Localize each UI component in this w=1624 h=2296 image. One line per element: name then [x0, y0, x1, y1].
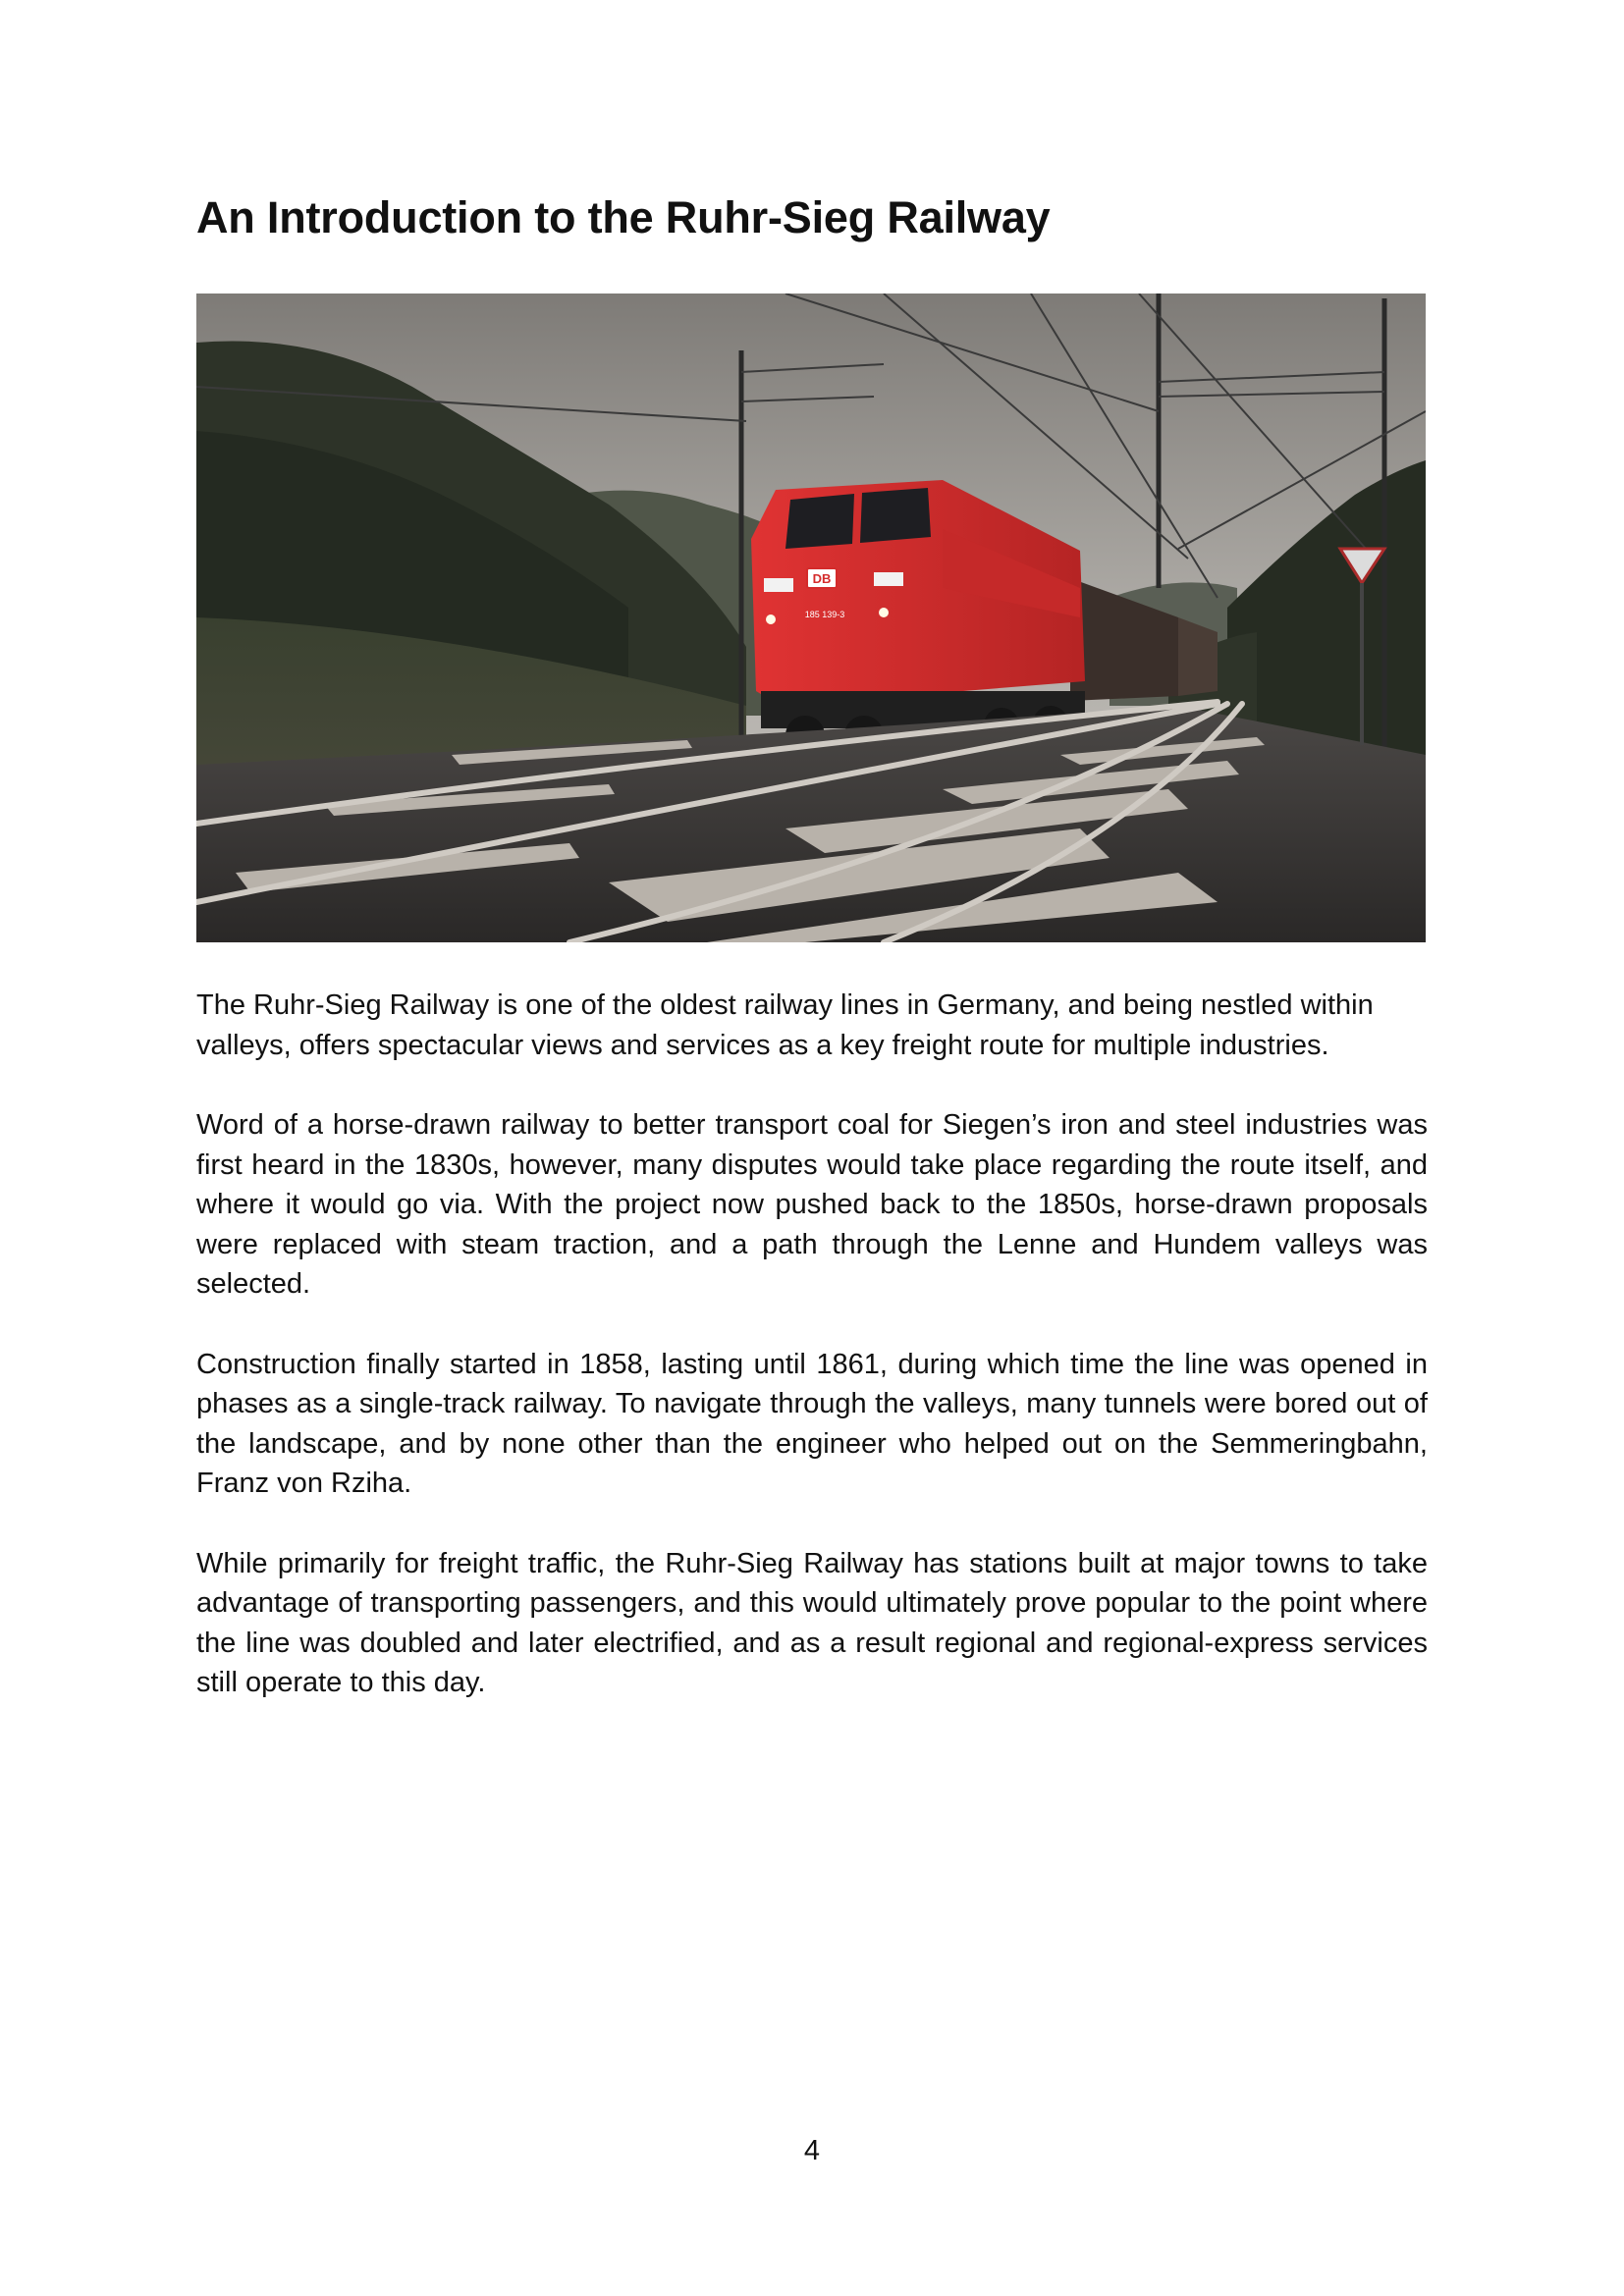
paragraph: While primarily for freight traffic, the Ruhr-Sieg Railway has stations built at major towns to take advantage of transporting passengers, and this would ultimately prove popular to the point where the line was doubled and later electrified, and as a result regional and regional-express services still operate to this day.: [196, 1547, 1428, 1698]
train-photo: [196, 294, 1426, 942]
page-title: An Introduction to the Ruhr-Sieg Railway: [196, 192, 1051, 242]
article-body: [196, 986, 1428, 1743]
page-number: 4: [803, 2135, 821, 2166]
locomotive-logo: DB: [812, 571, 832, 586]
paragraph: Word of a horse-drawn railway to better transport coal for Siegen’s iron and steel industries was first heard in the 1830s, however, many disputes would take place regarding the route itself, and where it would go via. With the project now pushed back to the 1850s, horse-drawn proposals were replaced with steam traction, and a path through the Lenne and Hundem valleys was selected.: [196, 1109, 1428, 1300]
paragraph: Construction finally started in 1858, lasting until 1861, during which time the line was opened in phases as a single-track railway. To navigate through the valleys, many tunnels were bored out of the landscape, and by none other than the engineer who helped out on the Semmeringbahn, Franz von Rziha.: [196, 1348, 1428, 1499]
paragraph: The Ruhr-Sieg Railway is one of the oldest railway lines in Germany, and being nestled within valleys, offers spectacular views and services as a key freight route for multiple industries.: [196, 989, 1374, 1061]
train-photo-icon: [196, 294, 1426, 942]
locomotive-number: 185 139-3: [804, 610, 845, 619]
